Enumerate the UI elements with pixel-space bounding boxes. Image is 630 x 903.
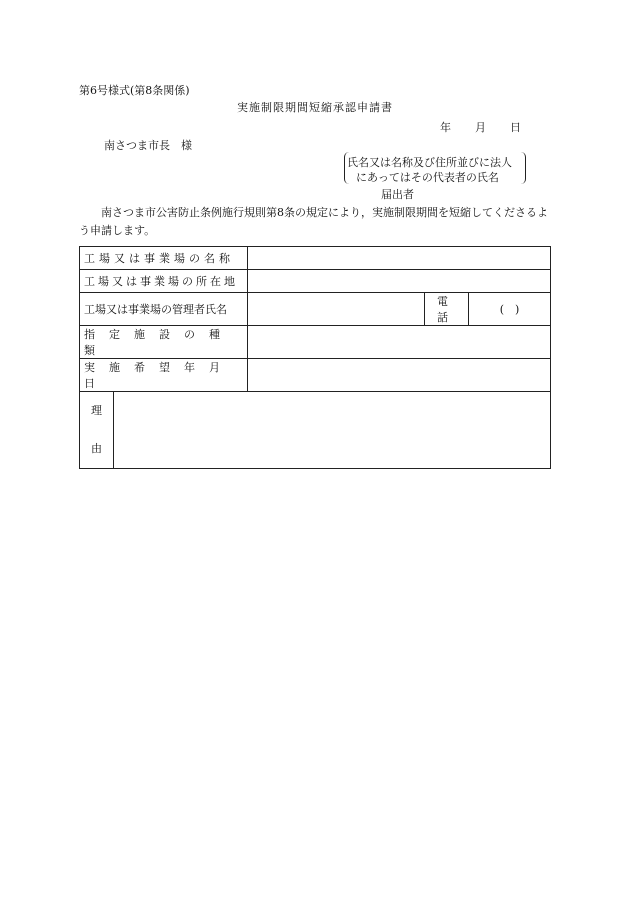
applicant-info-line1: 氏名又は名称及び住所並びに法人 — [347, 156, 512, 169]
reason-label — [80, 392, 114, 469]
reason-field[interactable] — [114, 392, 551, 469]
desired-date-field[interactable] — [248, 359, 551, 392]
application-table — [79, 246, 551, 469]
date-year: 年 — [440, 121, 451, 134]
reason-char-1: 理 — [91, 404, 102, 417]
form-number: 第6号様式(第8条関係) — [79, 84, 190, 97]
phone-label: 電話 — [425, 293, 469, 326]
facility-address-label: 工場又は事業場の所在地 — [80, 270, 248, 293]
facility-type-field[interactable] — [248, 326, 551, 359]
facility-name-field[interactable] — [248, 247, 551, 270]
facility-address-field[interactable] — [248, 270, 551, 293]
manager-name-label: 工場又は事業場の管理者氏名 — [80, 293, 248, 326]
desired-date-label: 実施希望年月日 — [80, 359, 248, 392]
applicant-info-line2: にあってはその代表者の氏名 — [356, 171, 499, 184]
date-month: 月 — [475, 121, 486, 134]
date-line — [440, 119, 521, 135]
body-text: 南さつま市公害防止条例施行規則第8条の規定により，実施制限期間を短縮してくださるよう申請します。 — [79, 206, 548, 237]
table-row — [80, 359, 551, 392]
facility-name-label: 工場又は事業場の名称 — [80, 247, 248, 270]
date-day: 日 — [510, 121, 521, 134]
addressee: 南さつま市長 様 — [104, 139, 192, 152]
table-row — [80, 326, 551, 359]
table-row — [80, 293, 551, 326]
manager-name-field[interactable] — [248, 293, 425, 326]
applicant-label: 届出者 — [381, 188, 414, 201]
reason-char-2: 由 — [91, 442, 102, 455]
facility-type-label: 指定施設の種類 — [80, 326, 248, 359]
table-row — [80, 247, 551, 270]
phone-field[interactable]: ( ) — [469, 293, 551, 326]
document-title: 実施制限期間短縮承認申請書 — [237, 101, 393, 114]
table-row — [80, 270, 551, 293]
table-row — [80, 392, 551, 469]
